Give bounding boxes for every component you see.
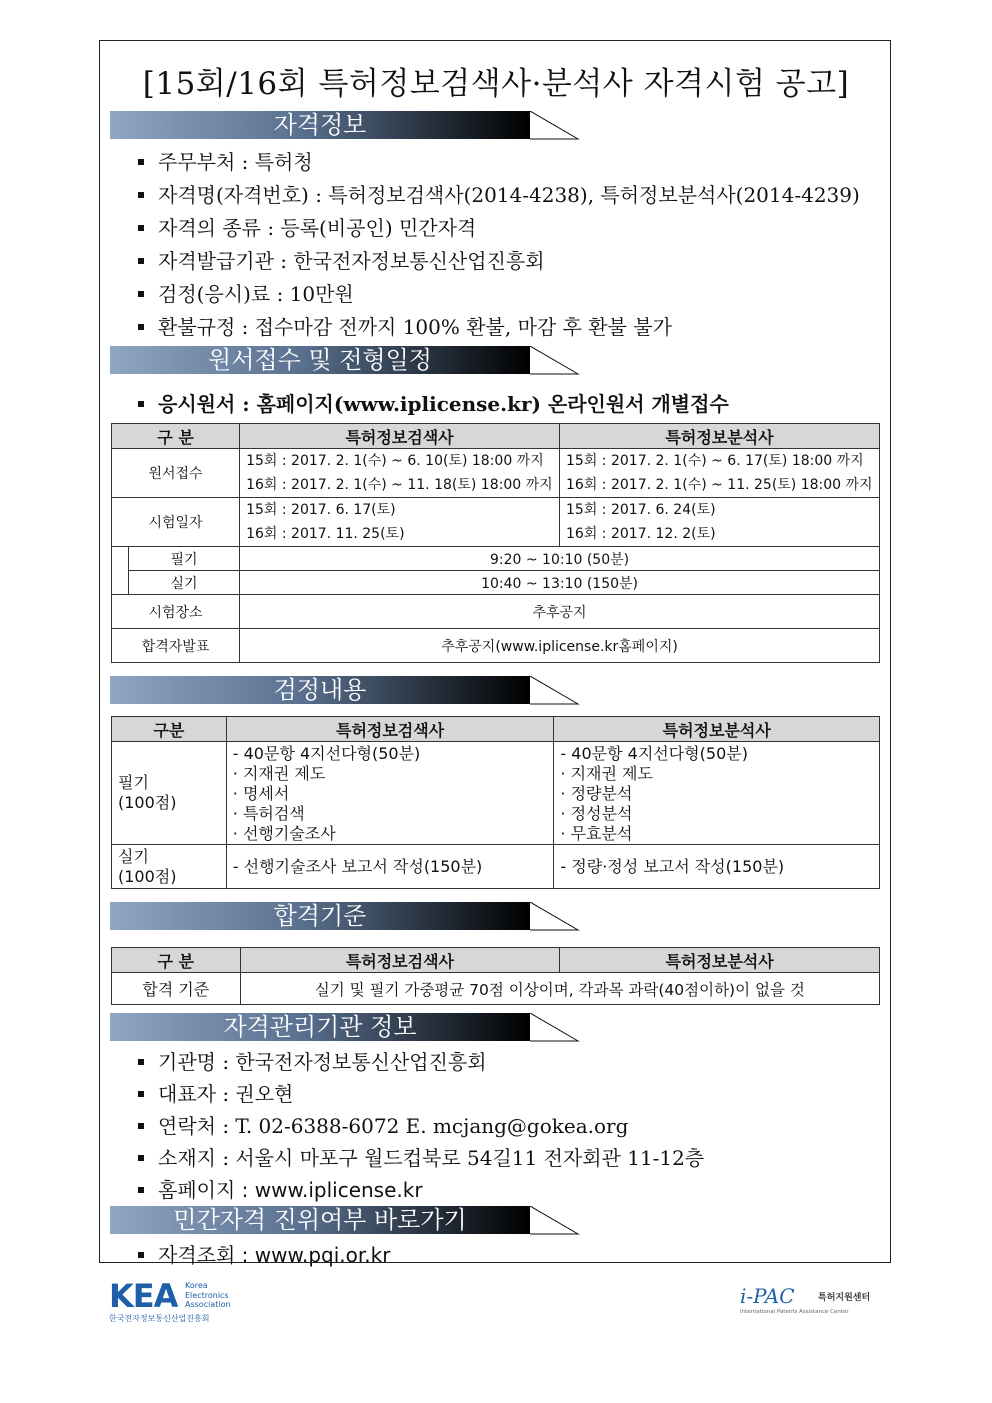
table-cell: 실기 및 필기 가중평균 70점 이상이며, 각과목 과락(40점이하)이 없을 것 bbox=[240, 973, 879, 1005]
row-label: 시험일자 bbox=[112, 498, 240, 547]
table-cell: 15회 : 2017. 2. 1(수) ~ 6. 10(토) 18:00 까지 16회 : 2017. 2. 1(수) ~ 11. 18(토) 18:00 까지 bbox=[240, 449, 560, 498]
table-cell: - 정량·정성 보고서 작성(150분) bbox=[554, 845, 880, 889]
row-label: 합격 기준 bbox=[112, 973, 241, 1005]
indent-cell bbox=[112, 547, 129, 595]
table-cell: - 40문항 4지선다형(50분) · 지재권 제도 · 명세서 · 특허검색 · 선행기술조사 bbox=[226, 742, 554, 845]
info-item: 자격의 종류 : 등록(비공인) 민간자격 bbox=[138, 212, 476, 241]
table-cell: - 선행기술조사 보고서 작성(150분) bbox=[226, 845, 554, 889]
pass-table bbox=[111, 947, 880, 1005]
row-label: 필기 (100점) bbox=[112, 742, 227, 845]
table-cell: 15회 : 2017. 6. 24(토) 16회 : 2017. 12. 2(토) bbox=[560, 498, 880, 547]
row-label: 시험장소 bbox=[112, 595, 240, 629]
table-cell: 15회 : 2017. 6. 17(토) 16회 : 2017. 11. 25(토) bbox=[240, 498, 560, 547]
section-header-verify: 민간자격 진위여부 바로가기 bbox=[110, 1206, 580, 1236]
org-item: 연락처 : T. 02-6388-6072 E. mcjang@gokea.org bbox=[138, 1110, 628, 1139]
verify-item: 자격조회 : www.pqi.or.kr bbox=[138, 1239, 390, 1268]
schedule-table bbox=[111, 423, 880, 663]
info-item: 자격명(자격번호) : 특허정보검색사(2014-4238), 특허정보분석사(2014-4239) bbox=[138, 179, 860, 208]
section-arrow-icon bbox=[530, 676, 580, 706]
section-arrow-icon bbox=[530, 1013, 580, 1043]
table-header: 특허정보분석사 bbox=[554, 717, 880, 742]
table-header: 구분 bbox=[112, 717, 227, 742]
table-cell: 10:40 ~ 13:10 (150분) bbox=[240, 571, 880, 595]
table-cell: 15회 : 2017. 2. 1(수) ~ 6. 17(토) 18:00 까지 16회 : 2017. 2. 1(수) ~ 11. 25(토) 18:00 까지 bbox=[560, 449, 880, 498]
section-header-content: 검정내용 bbox=[110, 676, 580, 706]
table-header: 특허정보분석사 bbox=[560, 948, 880, 973]
row-label: 실기 (100점) bbox=[112, 845, 227, 889]
table-header: 특허정보분석사 bbox=[560, 424, 880, 449]
table-cell: 추후공지(www.iplicense.kr홈페이지) bbox=[240, 629, 880, 663]
apply-note: 응시원서 : 홈페이지(www.iplicense.kr) 온라인원서 개별접수 bbox=[138, 388, 729, 417]
org-item: 소재지 : 서울시 마포구 월드컵북로 54길11 전자회관 11-12층 bbox=[138, 1142, 704, 1171]
section-header-org: 자격관리기관 정보 bbox=[110, 1013, 580, 1043]
info-item: 자격발급기관 : 한국전자정보통신산업진흥회 bbox=[138, 245, 545, 274]
info-item: 주무부처 : 특허청 bbox=[138, 146, 313, 175]
ipac-logo: i-PAC 특허지원센터 International Patents Assistance Center bbox=[740, 1284, 871, 1315]
table-cell: - 40문항 4지선다형(50분) · 지재권 제도 · 정량분석 · 정성분석 · 무효분석 bbox=[554, 742, 880, 845]
table-header: 특허정보검색사 bbox=[240, 424, 560, 449]
org-item: 기관명 : 한국전자정보통신산업진흥회 bbox=[138, 1046, 487, 1075]
row-label: 합격자발표 bbox=[112, 629, 240, 663]
table-header: 구 분 bbox=[112, 424, 240, 449]
info-item: 검정(응시)료 : 10만원 bbox=[138, 278, 354, 307]
kea-logo: KEA Korea Electronics Association 한국전자정보통신산업진흥회 bbox=[109, 1277, 231, 1323]
row-label: 필기 bbox=[128, 547, 239, 571]
section-arrow-icon bbox=[530, 111, 580, 141]
table-cell: 추후공지 bbox=[240, 595, 880, 629]
org-item: 대표자 : 권오현 bbox=[138, 1078, 293, 1107]
section-arrow-icon bbox=[530, 346, 580, 376]
info-item: 환불규정 : 접수마감 전까지 100% 환불, 마감 후 환불 불가 bbox=[138, 311, 672, 340]
table-cell: 9:20 ~ 10:10 (50분) bbox=[240, 547, 880, 571]
section-arrow-icon bbox=[530, 1206, 580, 1236]
section-header-schedule: 원서접수 및 전형일정 bbox=[110, 346, 580, 376]
section-arrow-icon bbox=[530, 902, 580, 932]
page-title: [15회/16회 특허정보검색사·분석사 자격시험 공고] bbox=[142, 66, 850, 102]
row-label: 원서접수 bbox=[112, 449, 240, 498]
row-label: 실기 bbox=[128, 571, 239, 595]
table-header: 특허정보검색사 bbox=[226, 717, 554, 742]
table-header: 특허정보검색사 bbox=[240, 948, 560, 973]
content-table bbox=[111, 716, 880, 889]
section-header-info: 자격정보 bbox=[110, 111, 580, 141]
table-header: 구 분 bbox=[112, 948, 241, 973]
org-item: 홈페이지 : www.iplicense.kr bbox=[138, 1174, 423, 1203]
section-header-pass: 합격기준 bbox=[110, 902, 580, 932]
